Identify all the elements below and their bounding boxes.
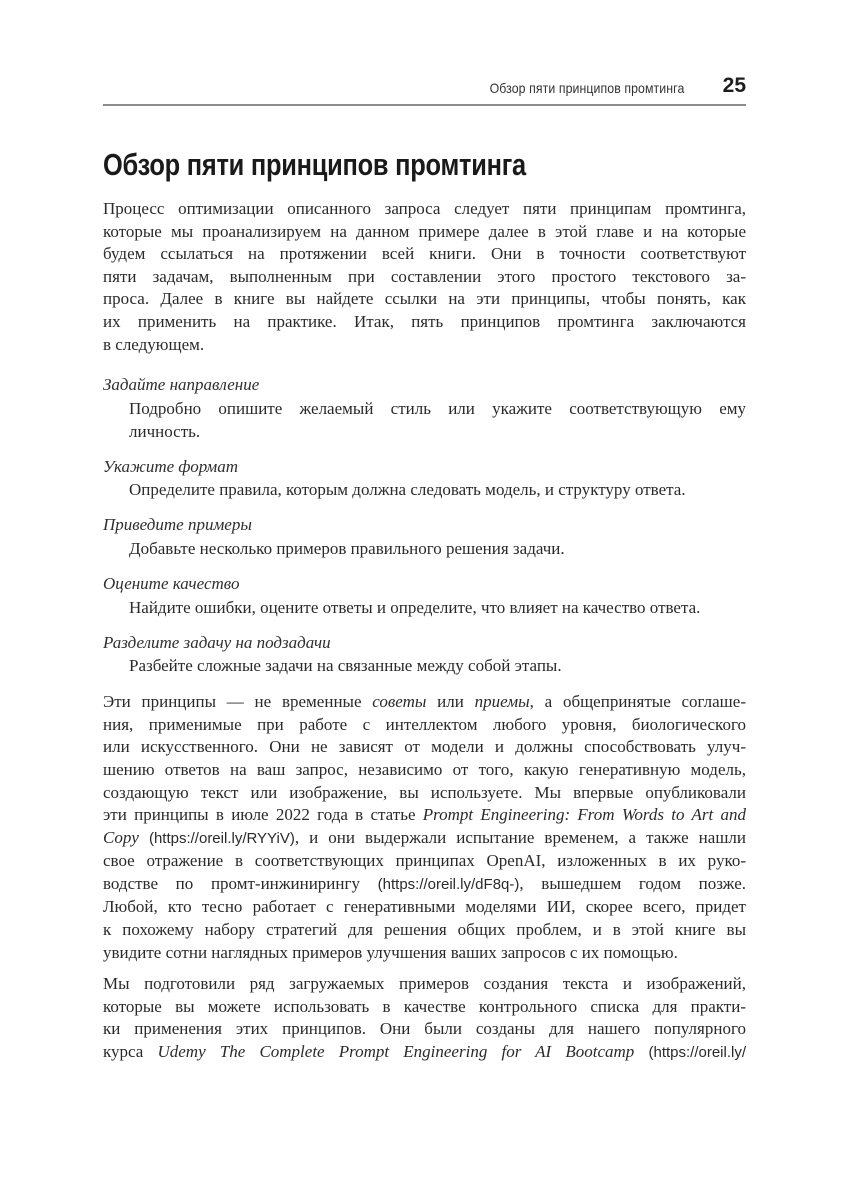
text-line: будем ссылаться на протяжении всей книги. Они в точности соответствуют xyxy=(103,244,746,264)
emphasis: советы xyxy=(372,692,427,712)
text-run: эти принципы в июле 2022 года в статье xyxy=(103,805,423,825)
principle-term: Разделите задачу на подзадачи xyxy=(103,632,331,652)
text-line: которые вы можете использовать в качестве контрольного списка для практи- xyxy=(103,996,746,1016)
examples-paragraph xyxy=(103,973,746,1064)
text-line: Найдите ошибки, оцените ответы и определите, что влияет на качество ответа. xyxy=(129,597,701,617)
text-line: ки применения этих принципов. Они были созданы для нашего популярного xyxy=(103,1019,746,1039)
page-number: 25 xyxy=(722,74,746,97)
text-line: пяти задачам, выполненным при составлении этого простого текстового за- xyxy=(103,266,746,286)
text-line xyxy=(103,827,746,851)
text-line xyxy=(103,691,746,714)
principle-term: Приведите примеры xyxy=(103,515,252,535)
text-run: , вышедшем годом позже. xyxy=(519,873,747,893)
course-title: Udemy The Complete Prompt Engineering for AI Bootcamp xyxy=(157,1042,635,1062)
article-title: Copy xyxy=(103,827,139,847)
url-link-course[interactable]: (https://oreil.ly/ xyxy=(648,1044,747,1062)
principle-term: Укажите формат xyxy=(103,456,239,476)
running-title: Обзор пяти принципов промтинга xyxy=(489,80,684,96)
text-line: личность. xyxy=(129,421,201,441)
text-line xyxy=(103,1041,746,1065)
principle-term: Задайте направление xyxy=(103,375,260,395)
text-line: ния, применимые при работе с интеллектом любого уровня, биологического xyxy=(103,714,746,734)
article-title: Prompt Engineering: From Words to Art and xyxy=(422,805,746,825)
text-run: , а общепринятые соглаше- xyxy=(529,692,746,712)
text-line: Определите правила, которым должна следовать модель, и структуру ответа. xyxy=(129,480,686,500)
text-line xyxy=(103,873,746,897)
section-title: Обзор пяти принципов промтинга xyxy=(103,147,526,182)
principle-description xyxy=(129,537,746,560)
principles-paragraph xyxy=(103,691,746,964)
url-link-df8q[interactable]: (https://oreil.ly/dF8q-) xyxy=(377,875,520,893)
text-line: Подробно опишите желаемый стиль или укажите соответствующую ему xyxy=(129,398,746,418)
principles-list xyxy=(103,374,746,677)
text-line xyxy=(103,804,746,827)
text-line: Мы подготовили ряд загружаемых примеров создания текста и изображений, xyxy=(103,974,746,994)
intro-paragraph xyxy=(103,198,746,356)
principle-description xyxy=(129,596,746,619)
text-line: Разбейте сложные задачи на связанные между собой этапы. xyxy=(129,656,562,676)
text-line: шению ответов на ваш запрос, независимо от того, какую генеративную модель, xyxy=(103,759,746,779)
text-run: , и они выдержали испытание временем, а также нашли xyxy=(294,827,746,847)
principle-description xyxy=(129,397,746,443)
body-text xyxy=(103,198,746,1074)
text-run: Эти принципы — не временные xyxy=(103,692,373,712)
text-line: или искусственного. Они не зависят от модели и должны способствовать улуч- xyxy=(103,737,746,757)
principle-term: Оцените качество xyxy=(103,573,240,593)
text-line: Любой, кто тесно работает с генеративными моделями ИИ, скорее всего, придет xyxy=(103,897,746,917)
text-run: или xyxy=(426,692,475,712)
url-link-ryyiv[interactable]: (https://oreil.ly/RYYiV) xyxy=(148,829,295,847)
text-line: свое отражение в соответствующих принципах OpenAI, изложенных в их руко- xyxy=(103,851,746,871)
text-line: их применить на практике. Итак, пять принципов промтинга заключаются xyxy=(103,311,746,331)
emphasis: приемы xyxy=(474,692,530,712)
text-line: которые мы проанализируем на данном примере далее в этой главе и на которые xyxy=(103,221,746,241)
text-line: Добавьте несколько примеров правильного решения задачи. xyxy=(129,538,565,558)
text-line: в следующем. xyxy=(103,334,205,354)
principle-description xyxy=(129,478,746,501)
text-line: создающую текст или изображение, вы используете. Мы впервые опубликовали xyxy=(103,782,746,802)
header-rule xyxy=(103,104,746,106)
text-run: водстве по промт-инжинирингу xyxy=(103,873,378,893)
text-line: к похожему набору стратегий для решения общих проблем, и в этой книге вы xyxy=(103,920,746,940)
text-line: Процесс оптимизации описанного запроса следует пяти принципам промтинга, xyxy=(103,199,746,218)
running-header xyxy=(103,72,746,100)
principle-description xyxy=(129,654,746,677)
text-line: увидите сотни наглядных примеров улучшения ваших запросов с их помощью. xyxy=(103,942,678,962)
text-run: курса xyxy=(103,1042,158,1062)
text-line: проса. Далее в книге вы найдете ссылки на эти принципы, чтобы понять, как xyxy=(103,289,746,309)
